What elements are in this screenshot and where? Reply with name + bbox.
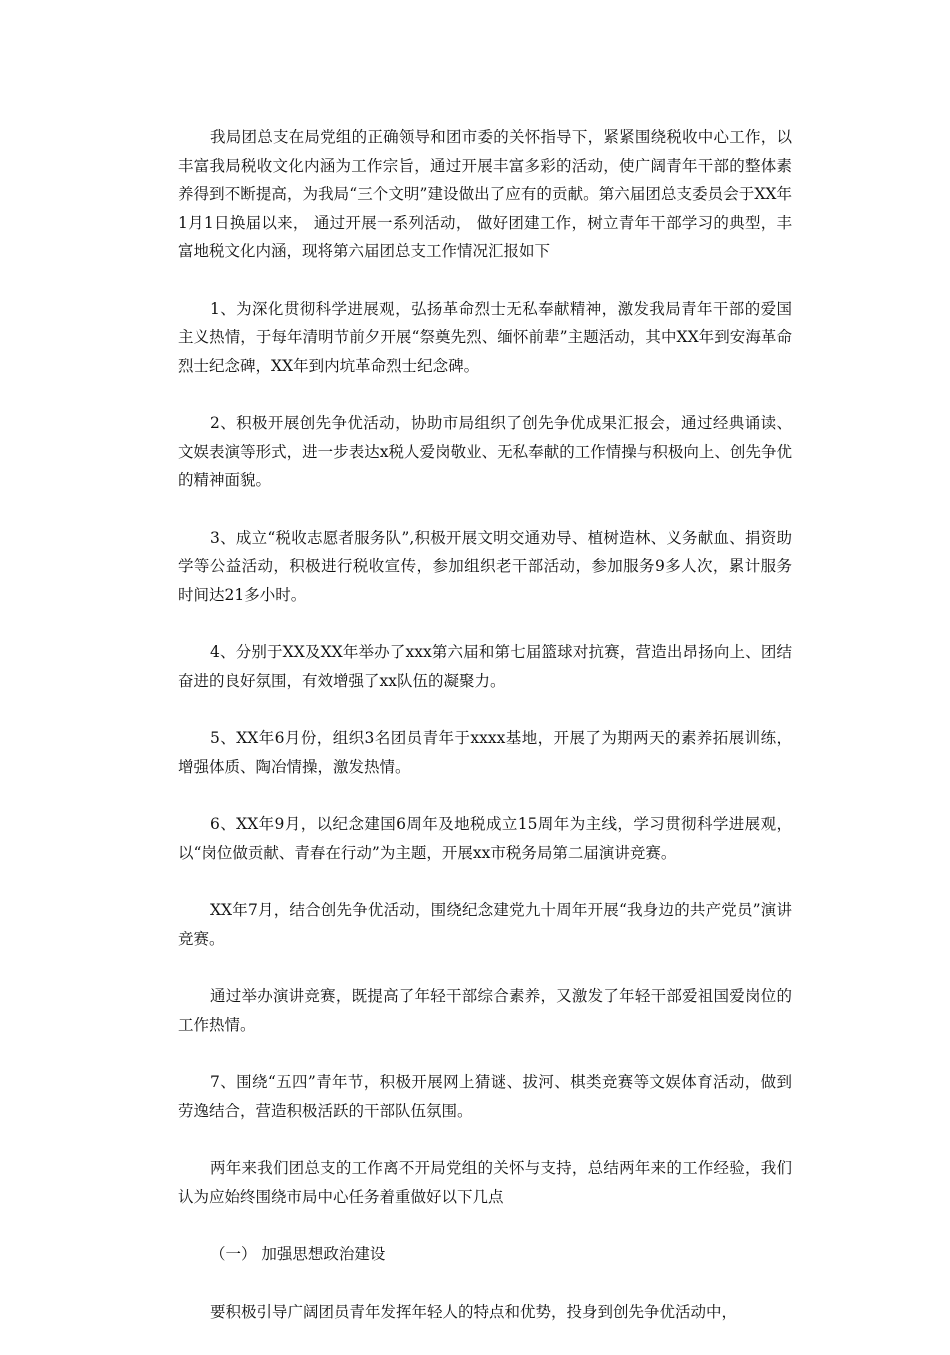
intro-paragraph: 我局团总支在局党组的正确领导和团市委的关怀指导下，紧紧围绕税收中心工作，以丰富我局税收文化内涵为工作宗旨，通过开展丰富多彩的活动，使广阔青年干部的整体素养得到不断提高，为我局“三个文明”建设做出了应有的贡献。第六届团总支委员会于XX年1月1日换届以来， 通过开展一系列活动， 做好团建工作，树立青年干部学习的典型，丰富地税文化内涵，现将第六届团总支工作情况汇报如下 xyxy=(178,128,792,260)
july-speech-paragraph: XX年7月，结合创先争优活动，围绕纪念建党九十周年开展“我身边的共产党员”演讲竞赛。 xyxy=(178,901,792,948)
summary-paragraph: 两年来我们团总支的工作离不开局党组的关怀与支持，总结两年来的工作经验，我们认为应始终围绕市局中心任务着重做好以下几点 xyxy=(178,1159,792,1206)
document-body xyxy=(178,123,792,1355)
section-heading: （一） 加强思想政治建设 xyxy=(210,1245,386,1263)
item-7-paragraph: 7、围绕“五四”青年节，积极开展网上猜谜、拔河、棋类竞赛等文娱体育活动，做到劳逸结合，营造积极活跃的干部队伍氛围。 xyxy=(178,1073,792,1120)
item-6-paragraph: 6、XX年9月，以纪念建国6周年及地税成立15周年为主线，学习贯彻科学进展观，以“岗位做贡献、青春在行动”为主题，开展xx市税务局第二届演讲竞赛。 xyxy=(178,815,792,862)
last-paragraph: 要积极引导广阔团员青年发挥年轻人的特点和优势，投身到创先争优活动中， xyxy=(210,1302,738,1321)
item-2-paragraph: 2、积极开展创先争优活动，协助市局组织了创先争优成果汇报会，通过经典诵读、文娱表演等形式，进一步表达x税人爱岗敬业、无私奉献的工作情操与积极向上、创先争优的精神面貌。 xyxy=(178,414,792,489)
item-5-paragraph: 5、XX年6月份，组织3名团员青年于xxxx基地，开展了为期两天的素养拓展训练，增强体质、陶冶情操，激发热情。 xyxy=(178,729,792,776)
speech-result-paragraph: 通过举办演讲竞赛，既提高了年轻干部综合素养，又激发了年轻干部爱祖国爱岗位的工作热情。 xyxy=(178,987,792,1034)
item-1-paragraph: 1、为深化贯彻科学进展观，弘扬革命烈士无私奉献精神，激发我局青年干部的爱国主义热情，于每年清明节前夕开展“祭奠先烈、缅怀前辈”主题活动，其中XX年到安海革命烈士纪念碑，XX年到内坑革命烈士纪念碑。 xyxy=(178,299,792,375)
item-4-paragraph: 4、分别于XX及XX年举办了xxx第六届和第七届篮球对抗赛，营造出昂扬向上、团结奋进的良好氛围，有效增强了xx队伍的凝聚力。 xyxy=(178,643,792,690)
item-3-paragraph: 3、成立“税收志愿者服务队”,积极开展文明交通劝导、植树造林、义务献血、捐资助学等公益活动，积极进行税收宣传，参加组织老干部活动，参加服务9多人次，累计服务时间达21多小时。 xyxy=(178,528,792,604)
